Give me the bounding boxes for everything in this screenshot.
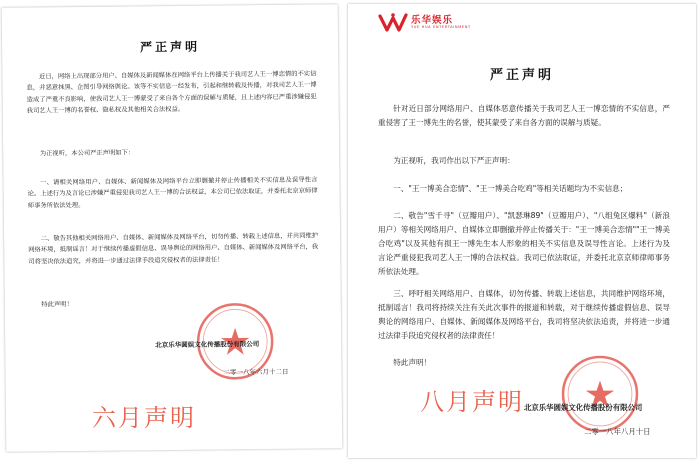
- august-date: 二零一八年八月十日: [584, 427, 651, 436]
- june-paragraph-declare: 为正视听，本公司严正声明如下：: [39, 149, 135, 158]
- august-company-name: 北京乐华圆娱文化传播股份有限公司: [524, 403, 643, 412]
- june-date: 二零一八年六月十二日: [223, 367, 289, 377]
- logo-english-name: YUE HUA ENTERTAINMENT: [411, 25, 471, 30]
- august-paragraph-point-1: 一、"王一博美合恋情"、"王一博美合吃鸡"等相关话题均为不实信息；: [393, 184, 628, 193]
- june-paragraph-closing: 特此声明！: [41, 301, 73, 309]
- june-statement-title: 严正声明: [140, 39, 201, 55]
- august-paragraph-point-3: 三、呼吁相关网络用户、自媒体，切勿传播、转载上述信息，共同维护网络环境，抵制谣言！我司将持续关注有关此次事件的报道和转载，对于继续传播虚假信息、误导舆论的网络用户、自媒体、新闻媒体及网络平台，我司将坚决依法追责，并将进一步通过法律手段追究侵权者的法律责任！: [378, 289, 670, 340]
- june-statement-document: [2, 4, 343, 451]
- company-seal-icon: [558, 352, 642, 436]
- june-statement-label: 六月声明: [92, 404, 196, 432]
- june-paragraph-point-1: 一、请相关网络用户、自媒体、新闻媒体及网络平台立即删撤并停止传播相关不实信息及误导性言论。上述行为及言论已涉嫌严重侵犯我司艺人王一博的合法权益，本公司已依法取证，并委托北京京师律师事务所依法处理。: [27, 176, 318, 210]
- logo-chinese-name: 乐华娱乐: [411, 14, 454, 26]
- august-paragraph-intro: 针对近日部分网络用户、自媒体恶意传播关于我司艺人王一博恋情的不实信息，严重侵害了王一博先生的名誉，使其蒙受了来自各方面的误解与质疑。: [378, 104, 670, 127]
- june-paragraph-intro: 近日，网络上出现部分用户、自媒体及新闻媒体在网络平台上传播关于我司艺人王一博恋情的不实信息，并恶意抹黑、企图引导网络舆论。该等不实信息一经发布，引起和继转载及传播，对我司艺人王一博造成了严重不良影响，使我司艺人王一博蒙受了来自各个方面的误解与质疑，且上述内容已严重涉嫌侵犯我司艺人王一博的名誉权、隐私权及其他相关合法权益。: [26, 70, 317, 115]
- august-paragraph-closing: 特此声明！: [393, 358, 432, 367]
- june-company-name: 北京乐华圆娱文化传播股份有限公司: [155, 340, 260, 350]
- yuehua-logo: [378, 12, 471, 34]
- june-paragraph-point-2: 二、敬告其他相关网络用户、自媒体、新闻媒体及网络平台，切勿传播、转载上述信息，并共同维护网络环境，抵制谣言！对于继续传播虚假信息、误导舆论的网络用户、自媒体、新闻媒体及网络平台，我司将坚决依法追究，并将进一步通过法律手段追究侵权者的法律责任！: [28, 232, 319, 266]
- august-statement-title: 严正声明: [489, 68, 554, 83]
- august-paragraph-declare: 为正视听，我司作出以下严正声明：: [393, 156, 515, 165]
- yuehua-logo-icon: [378, 12, 408, 34]
- august-statement-label: 八月声明: [420, 388, 524, 416]
- august-paragraph-point-2: 二、敬告"雪千寻"（豆瓣用户）、"凯瑟琳89"（豆瓣用户）、"八组兔区爆料"（新浪用户）等相关网络用户、自媒体立即删撤并停止传播关于："王一博美合恋情""王一博美合吃鸡"以及其他有损王一博先生本人形象的相关不实信息及误导性言论。上述行为及言论严重侵犯我司艺人王一博的合法权益。我司已依法取证，并委托北京京师律师事务所依法处理。: [378, 211, 670, 276]
